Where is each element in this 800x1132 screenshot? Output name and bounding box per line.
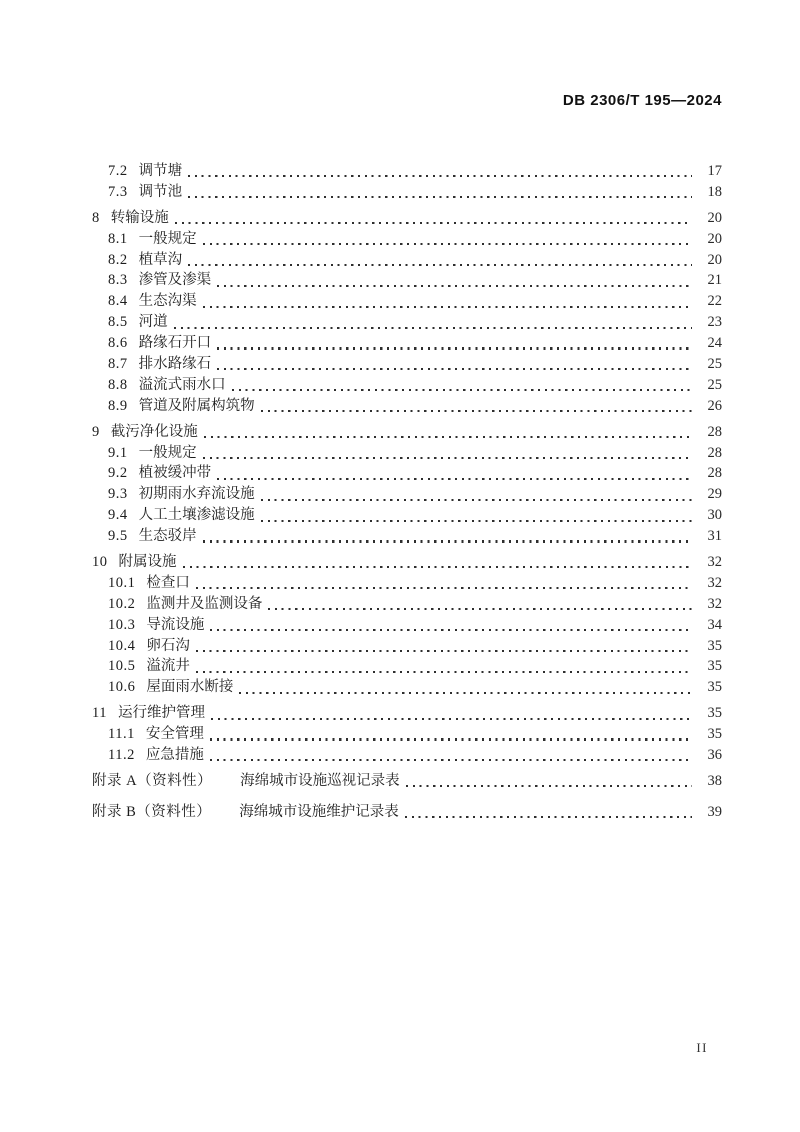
- toc-entry-page-number: 23: [707, 314, 722, 331]
- toc-entry-title: 运行维护管理: [117, 705, 205, 722]
- toc-entry: [92, 802, 722, 823]
- toc-entry-number: 8.4: [108, 293, 128, 310]
- toc-entry: [92, 161, 722, 182]
- toc-entry-page-number: 25: [707, 376, 722, 393]
- toc-entry: [92, 270, 722, 291]
- dot-leader: [210, 629, 692, 631]
- toc-entry-number: 8: [92, 209, 100, 226]
- dot-leader: [239, 692, 692, 694]
- dot-leader: [188, 264, 692, 266]
- toc-entry-page-number: 39: [707, 803, 722, 820]
- toc-entry: [92, 463, 722, 484]
- toc-entry-title: 溢流式雨水口: [138, 376, 226, 393]
- dot-leader: [203, 540, 692, 542]
- toc-entry-number: 11.2: [108, 747, 135, 764]
- toc-entry: [92, 724, 722, 745]
- toc-entry-page-number: 30: [707, 507, 722, 524]
- toc-entry-page-number: 35: [707, 705, 722, 722]
- toc-entry: [92, 291, 722, 312]
- toc-entry: [92, 677, 722, 698]
- toc-entry-number: 10.6: [108, 679, 136, 696]
- toc-entry-title: 导流设施: [146, 616, 205, 633]
- toc-entry: [92, 396, 722, 417]
- toc-entry-title: 管道及附属构筑物: [138, 397, 255, 414]
- toc-entry-number: 8.6: [108, 335, 128, 352]
- toc-entry-number: 10.5: [108, 658, 136, 675]
- toc-entry-page-number: 20: [707, 209, 722, 226]
- toc-entry-title: 海绵城市设施巡视记录表: [240, 772, 400, 789]
- toc-entry: [92, 505, 722, 526]
- toc-entry: [92, 443, 722, 464]
- toc-entry-number: 11.1: [108, 726, 135, 743]
- toc-entry-title: 卵石沟: [146, 637, 190, 654]
- toc-entry: [92, 594, 722, 615]
- dot-leader: [405, 816, 692, 818]
- toc-entry-page-number: 28: [707, 423, 722, 440]
- dot-leader: [196, 587, 692, 589]
- dot-leader: [188, 175, 692, 177]
- toc-entry-title: 植被缓冲带: [138, 465, 212, 482]
- toc-entry-page-number: 34: [707, 616, 722, 633]
- toc-entry-title: 截污净化设施: [110, 423, 198, 440]
- toc-entry: [92, 250, 722, 271]
- toc-entry-number: 10.4: [108, 637, 136, 654]
- page-number-footer: II: [696, 1040, 708, 1055]
- toc-entry: [92, 526, 722, 547]
- toc-entry-number: 8.8: [108, 376, 128, 393]
- toc-entry-number: 9.5: [108, 528, 128, 545]
- dot-leader: [268, 608, 692, 610]
- toc-entry-page-number: 38: [707, 772, 722, 789]
- toc-entry-number: 9.4: [108, 507, 128, 524]
- dot-leader: [196, 650, 692, 652]
- dot-leader: [406, 785, 692, 787]
- toc-entry-title: 应急措施: [145, 747, 204, 764]
- toc-entry-title: 调节塘: [138, 163, 183, 179]
- toc-entry: [92, 333, 722, 354]
- toc-entry-page-number: 22: [707, 293, 722, 310]
- toc-entry: [92, 182, 722, 203]
- toc-entry-number: 8.9: [108, 397, 128, 414]
- toc-entry-title: 生态驳岸: [138, 528, 197, 545]
- dot-leader: [174, 327, 692, 329]
- toc-entry-number: 10.1: [108, 574, 136, 591]
- toc-entry: [92, 312, 722, 333]
- toc-entry: [92, 636, 722, 657]
- toc-entry-number: 10.3: [108, 616, 136, 633]
- toc-entry-number: 附录 A（资料性）: [92, 772, 213, 789]
- toc-entry-number: 7.2: [108, 163, 128, 179]
- toc-entry-number: 附录 B（资料性）: [92, 803, 212, 820]
- toc-entry-page-number: 28: [707, 444, 722, 461]
- dot-leader: [183, 566, 693, 568]
- toc-entry-page-number: 32: [707, 554, 722, 571]
- toc-entry: [92, 354, 722, 375]
- toc-entry-title: 排水路缘石: [138, 356, 212, 373]
- toc-entry-title: 人工土壤渗滤设施: [138, 507, 255, 524]
- toc-entry: [92, 771, 722, 792]
- toc-entry-page-number: 29: [707, 486, 722, 503]
- toc-entry: [92, 375, 722, 396]
- toc-entry-number: 10.2: [108, 595, 136, 612]
- toc-entry-number: 10: [92, 554, 108, 571]
- toc-entry-page-number: 31: [707, 528, 722, 545]
- toc-entry-title: 调节池: [138, 183, 183, 200]
- toc-entry: [92, 573, 722, 594]
- toc-entry-title: 转输设施: [110, 209, 169, 226]
- toc-entry-title: 路缘石开口: [138, 335, 212, 352]
- toc-entry-page-number: 25: [707, 356, 722, 373]
- toc-entry-title: 检查口: [146, 574, 190, 591]
- toc-entry-number: 8.5: [108, 314, 128, 331]
- dot-leader: [210, 759, 692, 761]
- dot-leader: [261, 410, 692, 412]
- dot-leader: [203, 457, 692, 459]
- toc-entry: [92, 484, 722, 505]
- toc-entry-title: 渗管及渗渠: [138, 272, 212, 289]
- toc-entry-page-number: 28: [707, 465, 722, 482]
- toc-entry-number: 9.3: [108, 486, 128, 503]
- toc-entry: [92, 208, 722, 229]
- toc-entry-page-number: 24: [707, 335, 722, 352]
- dot-leader: [211, 718, 692, 720]
- toc-entry-page-number: 26: [707, 397, 722, 414]
- dot-leader: [261, 520, 692, 522]
- table-of-contents: [92, 161, 722, 823]
- toc-entry: [92, 615, 722, 636]
- toc-entry-title: 溢流井: [146, 658, 190, 675]
- dot-leader: [217, 478, 692, 480]
- toc-entry-title: 附属设施: [118, 554, 177, 571]
- toc-entry-title: 一般规定: [138, 444, 197, 461]
- toc-entry: [92, 422, 722, 443]
- dot-leader: [203, 243, 692, 245]
- dot-leader: [196, 671, 692, 673]
- toc-entry-page-number: 36: [707, 747, 722, 764]
- toc-entry-page-number: 35: [707, 658, 722, 675]
- toc-entry: [92, 229, 722, 250]
- toc-entry-number: 11: [92, 705, 107, 722]
- toc-entry-number: 8.2: [108, 251, 128, 268]
- dot-leader: [188, 196, 692, 198]
- dot-leader: [204, 436, 692, 438]
- toc-entry-title: 初期雨水弃流设施: [138, 486, 255, 503]
- toc-entry-page-number: 18: [707, 183, 722, 200]
- dot-leader: [217, 347, 692, 349]
- dot-leader: [217, 368, 692, 370]
- toc-entry-title: 海绵城市设施维护记录表: [239, 803, 399, 820]
- toc-entry-title: 屋面雨水断接: [146, 679, 234, 696]
- toc-entry-number: 8.7: [108, 356, 128, 373]
- toc-entry-page-number: 32: [707, 574, 722, 591]
- toc-entry-title: 河道: [138, 314, 168, 331]
- toc-entry-number: 8.1: [108, 230, 128, 247]
- toc-entry-number: 7.3: [108, 183, 128, 200]
- dot-leader: [232, 389, 692, 391]
- toc-entry: [92, 656, 722, 677]
- toc-entry-number: 9: [92, 423, 100, 440]
- toc-entry-number: 9.2: [108, 465, 128, 482]
- document-code-header: DB 2306/T 195—2024: [562, 92, 722, 109]
- toc-entry: [92, 703, 722, 724]
- dot-leader: [217, 285, 692, 287]
- toc-entry-page-number: 20: [707, 251, 722, 268]
- dot-leader: [210, 738, 692, 740]
- toc-entry-page-number: 35: [707, 637, 722, 654]
- toc-entry-number: 9.1: [108, 444, 128, 461]
- toc-entry-number: 8.3: [108, 272, 128, 289]
- toc-entry-page-number: 32: [707, 595, 722, 612]
- dot-leader: [203, 306, 692, 308]
- toc-entry-page-number: 17: [707, 163, 722, 179]
- toc-entry: [92, 745, 722, 766]
- dot-leader: [175, 222, 692, 224]
- toc-entry-page-number: 35: [707, 679, 722, 696]
- toc-entry-page-number: 21: [707, 272, 722, 289]
- toc-entry-title: 植草沟: [138, 251, 183, 268]
- toc-entry-page-number: 20: [707, 230, 722, 247]
- toc-entry-title: 一般规定: [138, 230, 197, 247]
- dot-leader: [261, 499, 692, 501]
- toc-entry-title: 生态沟渠: [138, 293, 197, 310]
- toc-entry: [92, 552, 722, 573]
- toc-entry-page-number: 35: [707, 726, 722, 743]
- toc-entry-title: 监测井及监测设备: [146, 595, 263, 612]
- toc-entry-title: 安全管理: [145, 726, 204, 743]
